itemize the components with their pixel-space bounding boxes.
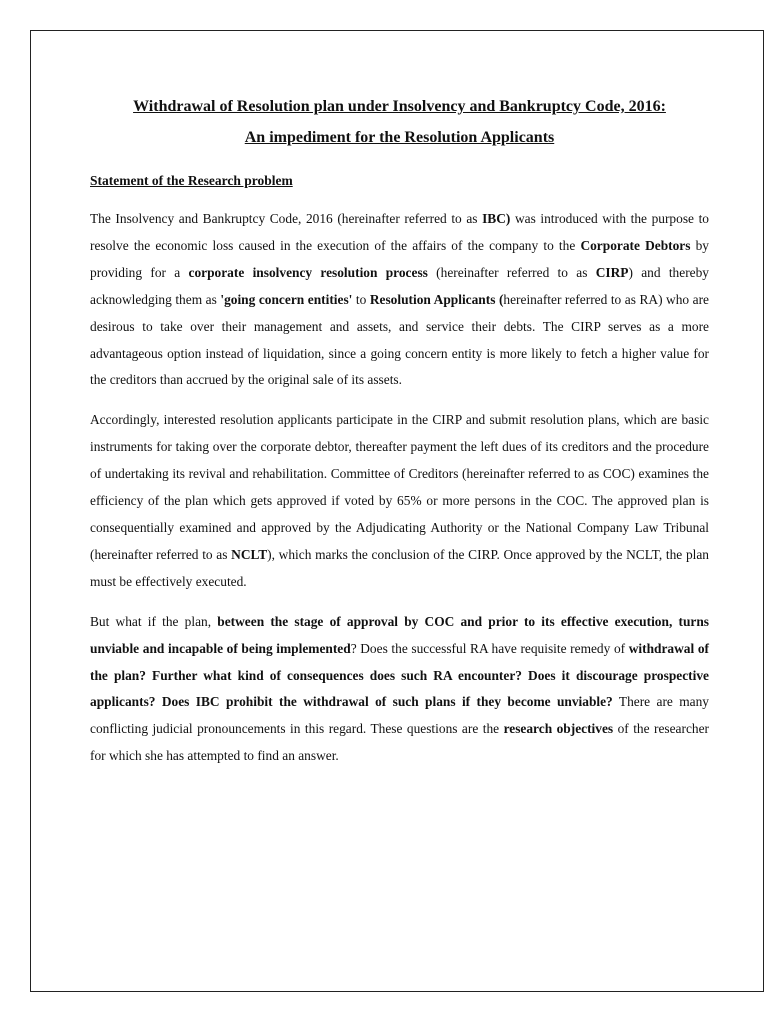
text-run: ), which marks the conclusion of the CIRP. Once approved by the NCLT, the plan must be effectively executed. — [90, 546, 710, 589]
text-run: The Insolvency and Bankruptcy Code, 2016 (hereinafter referred to as — [90, 211, 483, 226]
text-run: by providing for a — [90, 237, 709, 280]
bold-text-run: between the stage of approval by COC and prior to its effective execution, turns unviable and incapable of being implemented — [90, 613, 709, 656]
section-heading: Statement of the Research problem — [90, 173, 293, 188]
paragraph-1 — [90, 206, 709, 394]
text-run: But what if the plan, — [90, 613, 218, 629]
bold-text-run: research objectives — [503, 721, 614, 737]
text-run: of the researcher for which she has attempted to find an answer. — [90, 721, 710, 764]
text-run: ) and thereby acknowledging them as — [90, 264, 709, 307]
text-run: (hereinafter referred to as — [427, 264, 596, 280]
paragraph-3 — [90, 609, 709, 770]
text-run: ? Does the successful RA have requisite remedy of — [350, 640, 629, 656]
document-body — [90, 91, 709, 770]
text-run: Accordingly, interested resolution applicants participate in the CIRP and submit resolution plans, which are basic instruments for taking over the corporate debtor, thereafter payment the left dues of its creditors and the procedure of undertaking its revival and rehabilitation. Committee of Creditors (hereinafter referred to as COC) examines the efficiency of the plan which gets approved if voted by 65% or more persons in the COC. The approved plan is consequentially examined and approved by the Adjudicating Authority or the National Company Law Tribunal (hereinafter referred to as — [90, 412, 709, 562]
text-run: hereinafter referred to as RA) who are desirous to take over their management and assets, and service their debts. The CIRP serves as a more advantageous option instead of liquidation, since a going concern entity is more likely to fetch a higher value for the creditors than accrued by the original sale of its assets. — [90, 291, 709, 388]
bold-text-run: 'going concern entities' — [220, 291, 353, 307]
text-run: to — [352, 291, 370, 307]
bold-text-run: withdrawal of the plan? Further what kind of consequences does such RA encounter? Does it discourage prospective applicants? Does IBC prohibit the withdrawal of such plans if they become unviable? — [90, 640, 709, 710]
bold-text-run: Corporate Debtors — [580, 237, 691, 253]
document-page — [30, 30, 764, 992]
bold-text-run: Resolution Applicants ( — [369, 291, 504, 307]
document-title-line-1: Withdrawal of Resolution plan under Insolvency and Bankruptcy Code, 2016: — [133, 98, 666, 115]
bold-text-run: corporate insolvency resolution process — [188, 264, 428, 280]
bold-text-run: NCLT — [231, 546, 268, 562]
document-title-line-2: An impediment for the Resolution Applicants — [244, 129, 555, 146]
paragraph-2 — [90, 407, 709, 595]
text-run: There are many conflicting judicial pronouncements in this regard. These questions are the — [90, 694, 709, 737]
bold-text-run: IBC) — [482, 211, 511, 226]
bold-text-run: CIRP — [595, 264, 629, 280]
text-run: was introduced with the purpose to resolve the economic loss caused in the execution of the affairs of the company to the — [90, 211, 709, 253]
